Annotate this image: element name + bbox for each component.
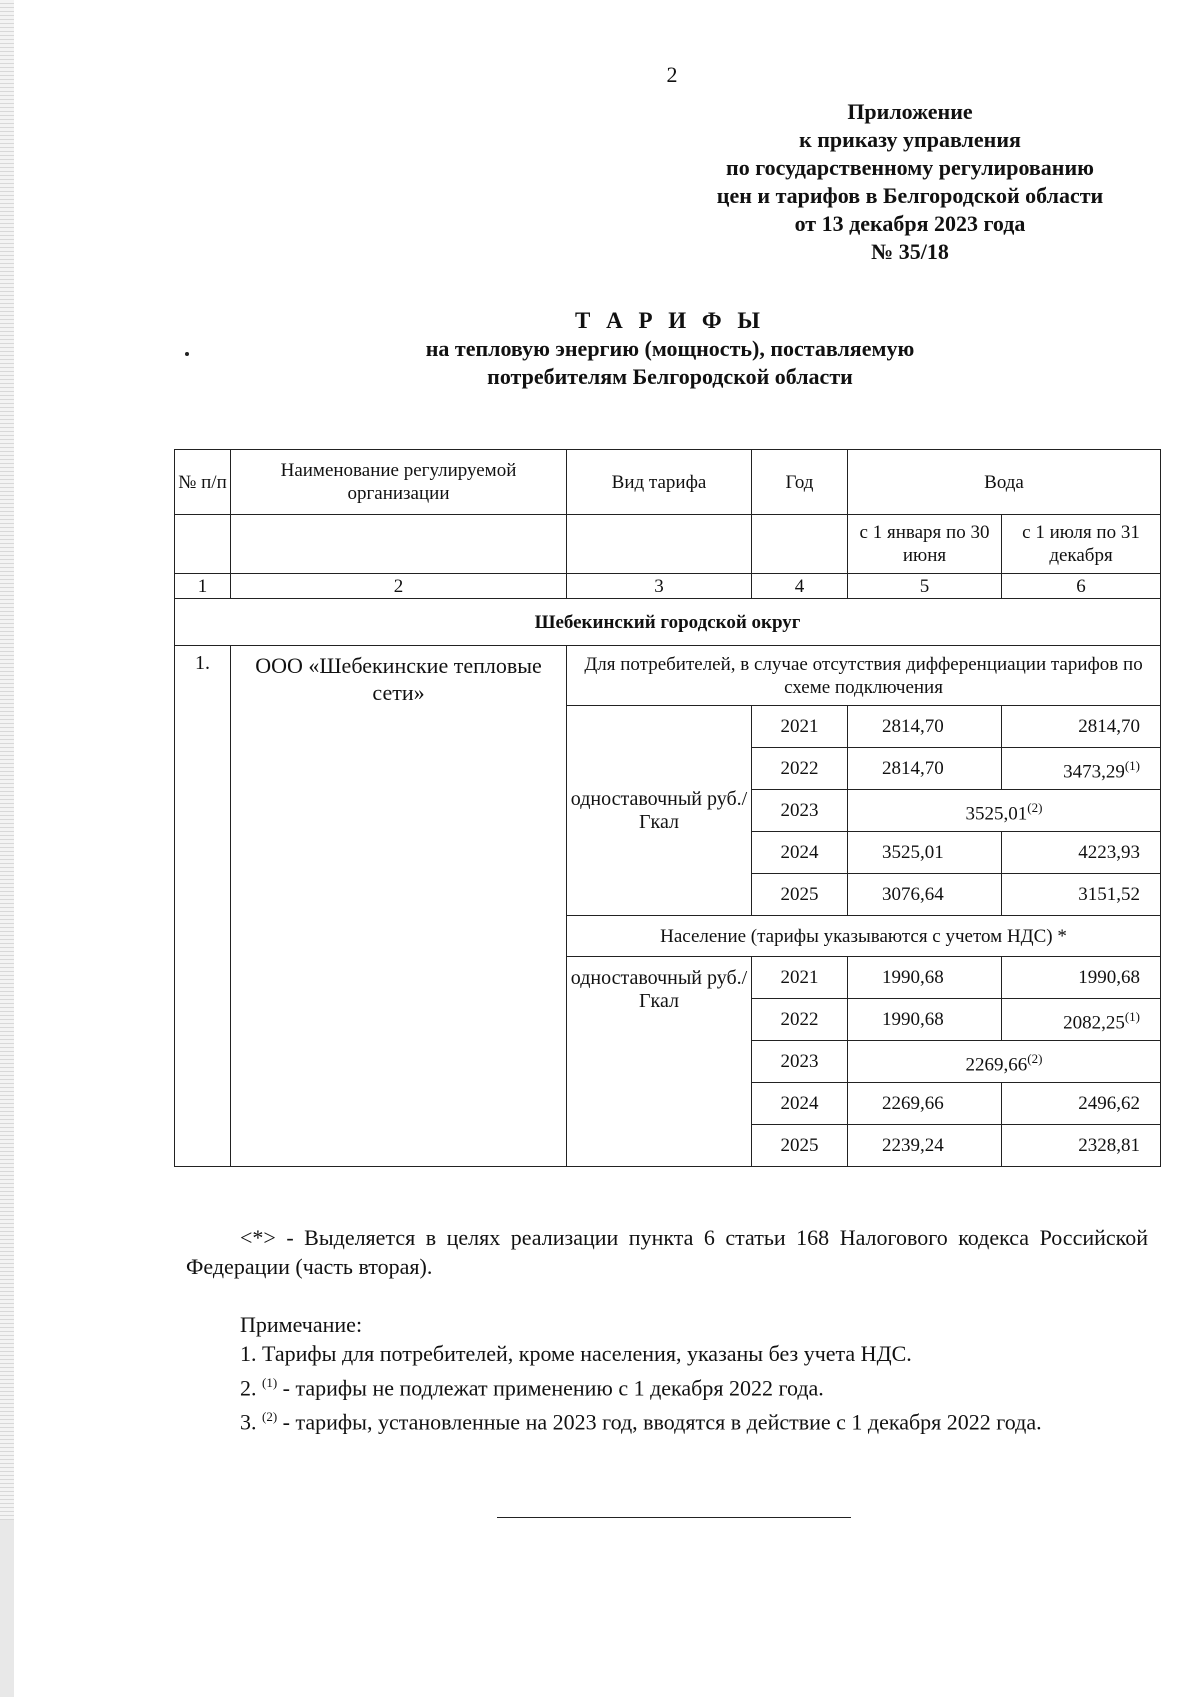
footnote-mark: (1) xyxy=(262,1375,278,1390)
footnote-mark: (2) xyxy=(1027,799,1043,815)
value-text: 3525,01 xyxy=(965,803,1028,825)
value-cell: 3151,52 xyxy=(1002,874,1161,916)
bottom-divider xyxy=(497,1517,851,1518)
footnote-mark: (1) xyxy=(1124,1008,1141,1024)
note-prefix: 2. xyxy=(240,1375,262,1401)
header-year: Год xyxy=(752,450,848,515)
footnote-mark: (2) xyxy=(1027,1050,1043,1066)
region-name: Шебекинский городской округ xyxy=(175,599,1161,646)
value-cell: 2328,81 xyxy=(1002,1125,1161,1167)
column-number: 2 xyxy=(231,574,567,599)
value-cell: 2814,70 xyxy=(848,748,1002,790)
value-cell: 1990,68 xyxy=(848,957,1002,999)
note-text: - тарифы не подлежат применению с 1 декабря 2022 года. xyxy=(277,1375,824,1401)
category-label: Население (тарифы указываются с учетом НДС) * xyxy=(567,916,1161,957)
year-cell: 2022 xyxy=(752,999,848,1041)
tariff-type: одноставочный руб./Гкал xyxy=(567,957,752,1167)
appendix-line: Приложение xyxy=(847,99,973,124)
footnote-mark: (2) xyxy=(262,1409,278,1425)
value-cell: 3525,01 xyxy=(848,832,1002,874)
year-cell: 2021 xyxy=(752,706,848,748)
header-type: Вид тарифа xyxy=(567,450,752,515)
year-cell: 2022 xyxy=(752,748,848,790)
appendix-line: № 35/18 xyxy=(871,239,949,264)
merged-value-cell xyxy=(848,790,1161,832)
notes-section xyxy=(186,1310,1148,1437)
value-cell: 4223,93 xyxy=(1002,832,1161,874)
appendix-line: по государственному регулированию xyxy=(726,155,1094,180)
title-line: на тепловую энергию (мощность), поставляемую xyxy=(425,336,915,361)
value-cell xyxy=(1002,999,1161,1041)
year-cell: 2024 xyxy=(752,1083,848,1125)
header-period-2: с 1 июля по 31 декабря xyxy=(1002,515,1161,574)
value-text: 2269,66 xyxy=(965,1054,1028,1076)
scan-edge-shadow xyxy=(0,1520,14,1697)
header-row xyxy=(175,450,1161,515)
value-cell: 2814,70 xyxy=(848,706,1002,748)
value-cell: 2269,66 xyxy=(848,1083,1002,1125)
title-line: потребителям Белгородской области xyxy=(487,364,853,389)
scan-dot xyxy=(185,352,189,356)
tariff-table xyxy=(174,449,1161,1167)
footnote-mark: (1) xyxy=(1124,757,1141,773)
note-text: - тарифы, установленные на 2023 год, вводятся в действие с 1 декабря 2022 года. xyxy=(277,1409,1042,1435)
column-number: 5 xyxy=(848,574,1002,599)
appendix-line: цен и тарифов в Белгородской области xyxy=(716,183,1104,208)
year-cell: 2025 xyxy=(752,1125,848,1167)
value-cell: 1990,68 xyxy=(1002,957,1161,999)
organization-name: ООО «Шебекинские тепловые сети» xyxy=(231,646,567,1167)
category-row xyxy=(175,646,1161,706)
header-row-periods xyxy=(175,515,1161,574)
scan-edge xyxy=(0,0,14,1697)
header-water: Вода xyxy=(848,450,1161,515)
value-text: 2082,25 xyxy=(1063,1012,1125,1034)
merged-value-cell xyxy=(848,1041,1161,1083)
document-title xyxy=(340,307,1000,391)
year-cell: 2023 xyxy=(752,790,848,832)
note-prefix: 3. xyxy=(240,1409,262,1435)
column-number: 4 xyxy=(752,574,848,599)
appendix-header xyxy=(640,98,1180,266)
appendix-line: к приказу управления xyxy=(799,127,1021,152)
appendix-line: от 13 декабря 2023 года xyxy=(794,211,1026,236)
column-number: 6 xyxy=(1002,574,1161,599)
note-item: 1. Тарифы для потребителей, кроме населения, указаны без учета НДС. xyxy=(240,1341,912,1366)
title-main: Т А Р И Ф Ы xyxy=(575,308,765,333)
region-row xyxy=(175,599,1161,646)
page-number: 2 xyxy=(666,62,678,87)
column-number: 3 xyxy=(567,574,752,599)
notes-heading: Примечание: xyxy=(240,1312,363,1337)
year-cell: 2023 xyxy=(752,1041,848,1083)
column-number: 1 xyxy=(175,574,231,599)
category-label: Для потребителей, в случае отсутствия дифференциации тарифов по схеме подключения xyxy=(567,646,1161,706)
value-cell: 2496,62 xyxy=(1002,1083,1161,1125)
footnote xyxy=(186,1223,1148,1281)
value-cell: 1990,68 xyxy=(848,999,1002,1041)
value-cell xyxy=(1002,748,1161,790)
year-cell: 2021 xyxy=(752,957,848,999)
footnote-text: <*> - Выделяется в целях реализации пункта 6 статьи 168 Налогового кодекса Российской Федерации (часть вторая). xyxy=(186,1225,1148,1279)
note-item xyxy=(186,1402,1148,1436)
column-numbers-row xyxy=(175,574,1161,599)
row-number: 1. xyxy=(175,646,231,1167)
year-cell: 2024 xyxy=(752,832,848,874)
tariff-type: одноставочный руб./Гкал xyxy=(567,706,752,916)
year-cell: 2025 xyxy=(752,874,848,916)
value-text: 3473,29 xyxy=(1063,761,1125,783)
value-cell: 2239,24 xyxy=(848,1125,1002,1167)
value-cell: 3076,64 xyxy=(848,874,1002,916)
header-period-1: с 1 января по 30 июня xyxy=(848,515,1002,574)
value-cell: 2814,70 xyxy=(1002,706,1161,748)
header-org: Наименование регулируемой организации xyxy=(231,450,567,515)
note-item xyxy=(186,1368,1148,1402)
header-num: № п/п xyxy=(175,450,231,515)
